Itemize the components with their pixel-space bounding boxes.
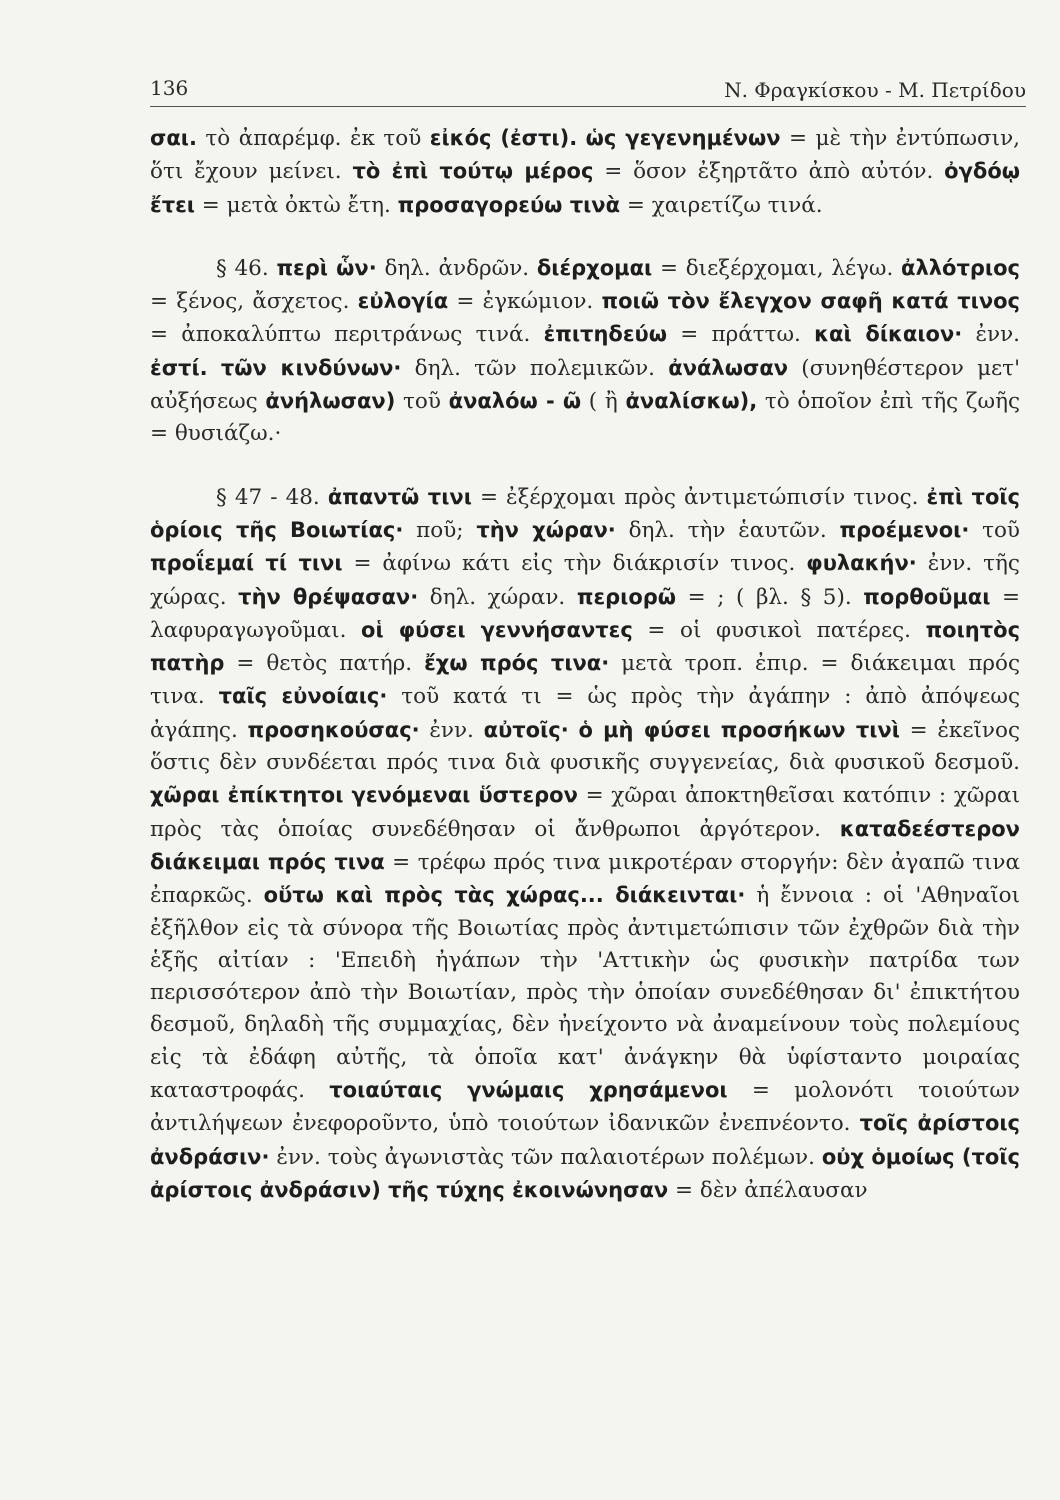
gloss-text: ἐνν. τοὺς ἀγωνιστὰς τῶν παλαιοτέρων πολέμων.	[269, 1144, 822, 1170]
gloss-text	[208, 356, 221, 381]
gloss-text: = ὅσον ἐξηρτᾶτο ἀπὸ αὐτόν.	[593, 159, 945, 185]
lemma: ἐπὶ τοῖς ὁρίοις τῆς Βοιωτίας·	[150, 484, 1021, 542]
gloss-text: τοῦ	[395, 389, 449, 415]
gloss-text: ( ἢ	[581, 389, 626, 415]
gloss-text: ἐνν. τῆς χώρας.	[150, 551, 1020, 610]
gloss-text: τὸ ὁποῖον ἐπὶ τῆς ζωῆς = θυσιάζω.·	[150, 389, 1021, 447]
lemma: ἀναλόω - ῶ	[448, 389, 582, 414]
gloss-text: = ξένος, ἄσχετος.	[150, 289, 358, 315]
lemma: τὸ ἐπὶ τούτῳ μέρος	[352, 159, 594, 184]
lemma: ὁ μὴ φύσει προσήκων τινὶ	[578, 717, 900, 742]
gloss-text: δηλ. ἀνδρῶν.	[376, 255, 537, 281]
gloss-text: = μὲ τὴν ἐντύπωσιν, ὅτι ἔχουν μείνει.	[150, 126, 1020, 185]
lemma: τὴν χώραν·	[476, 517, 616, 542]
gloss-text: δηλ. τῶν πολεμικῶν.	[401, 355, 669, 381]
gloss-text: = ἐγκώμιον.	[448, 289, 602, 315]
paragraph-gap	[150, 451, 1020, 481]
commentary-text	[150, 122, 1020, 1207]
page-number: 136	[150, 76, 189, 100]
gloss-text: ἐνν.	[962, 322, 1020, 348]
page-header	[150, 72, 1026, 107]
paragraph	[150, 481, 1020, 1208]
lemma: οὐχ ὁμοίως (τοῖς ἀρίστοις ἀνδράσιν) τῆς τύχης ἐκοινώνησαν	[150, 1144, 1020, 1202]
gloss-text: δηλ. χώραν.	[418, 584, 577, 610]
lemma: ἔχω πρός τινα·	[424, 651, 610, 676]
gloss-text: § 46.	[216, 255, 277, 281]
gloss-text	[569, 718, 579, 743]
lemma: χῶραι ἐπίκτητοι γενόμεναι ὕστερον	[150, 783, 578, 808]
gloss-text: ἐνν.	[419, 717, 484, 743]
lemma: ὀγδόῳ ἔτει	[150, 159, 1021, 217]
lemma: τὴν θρέψασαν·	[238, 584, 419, 609]
lemma: περιορῶ	[576, 584, 677, 609]
gloss-text: = δὲν ἀπέλαυσαν	[668, 1177, 868, 1203]
paragraph-gap	[150, 222, 1020, 252]
gloss-text: ἡ ἔννοια : οἱ 'Αθηναῖοι ἐξῆλθον εἰς τὰ σύνορα τῆς Βοιωτίας πρὸς ἀντιμετώπισιν τῶν ἐχθρῶν διὰ τὴν ἑξῆς αἰτίαν : 'Επειδὴ ἠγάπων τὴν 'Αττικὴν ὡς φυσικὴν πατρίδα των περισσότερον ἀπὸ τὴν Βοιωτίαν, πρὸς τὴν ὁποίαν συνεδέθησαν δι' ἐπικτήτου δεσμοῦ, δηλαδὴ τῆς συμμαχίας, δὲν ἠνείχοντο νὰ ἀναμείνουν τοὺς πολεμίους εἰς τὰ ἐδάφη αὐτῆς, τὰ ὁποῖα κατ' ἀνάγκην θὰ ὑφίσταντο μοιραίας καταστροφάς.	[150, 883, 1020, 1104]
gloss-text: = μολονότι τοιούτων ἀντιλήψεων ἐνεφοροῦντο, ὑπὸ τοιούτων ἰδανικῶν ἐνεπνέοντο.	[150, 1078, 1020, 1137]
gloss-text: = πράττω.	[666, 322, 815, 348]
gloss-text: = διεξέρχομαι, λέγω.	[652, 255, 902, 281]
gloss-text: = ἀφίνω κάτι εἰς τὴν διάκρισίν τινος.	[342, 551, 807, 577]
lemma: ἐστί.	[150, 355, 208, 380]
gloss-text: = χαιρετίζω τινά.	[620, 192, 823, 218]
lemma: οὕτω καὶ πρὸς τὰς χώρας... διάκεινται·	[263, 883, 746, 908]
gloss-text: = θετὸς πατήρ.	[224, 651, 425, 677]
gloss-text: τὸ ἀπαρέμφ. ἐκ τοῦ	[196, 126, 430, 151]
lemma: καὶ δίκαιον·	[814, 322, 963, 347]
gloss-text: μετὰ τροπ. ἐπιρ. = διάκειμαι πρός τινα.	[150, 651, 1020, 710]
lemma: ἀλλότριος	[901, 255, 1020, 280]
lemma: τῶν κινδύνων·	[220, 355, 402, 380]
lemma: ἀνήλωσαν)	[265, 389, 396, 414]
lemma: εὐλογία	[357, 289, 449, 314]
lemma: καταδεέστερον διάκειμαι πρός τινα	[150, 816, 1020, 874]
gloss-text: ποῦ;	[403, 517, 477, 543]
gloss-text: = χῶραι ἀποκτηθεῖσαι κατόπιν : χῶραι πρὸς τὰς ὁποίας συνεδέθησαν οἱ ἄνθρωποι ἀργότερον.	[150, 783, 1021, 842]
lemma: ἀναλίσκω),	[625, 389, 758, 414]
gloss-text: δηλ. τὴν ἑαυτῶν.	[615, 517, 840, 543]
gloss-text: = ἐξέρχομαι πρὸς ἀντιμετώπισίν τινος.	[471, 484, 927, 510]
running-head: Ν. Φραγκίσκου - Μ. Πετρίδου	[724, 78, 1026, 102]
lemma: πορθοῦμαι	[863, 584, 991, 609]
gloss-text: = οἱ φυσικοὶ πατέρες.	[632, 617, 926, 643]
gloss-text: = ἐκεῖνος ὅστις δὲν συνδέεται πρός τινα διὰ φυσικῆς συγγενείας, διὰ φυσικοῦ δεσμοῦ.	[150, 717, 1020, 776]
lemma: τοῖς ἀρίστοις ἀνδράσιν·	[150, 1111, 1021, 1169]
lemma: προσηκούσας·	[247, 717, 420, 742]
gloss-text: § 47 - 48.	[216, 484, 328, 510]
gloss-text: (συνηθέστερον μετ' αὐξήσεως	[150, 355, 1020, 415]
lemma: ποιητὸς πατὴρ	[150, 617, 1021, 676]
lemma: ὡς γεγενημένων	[585, 126, 781, 150]
lemma: περὶ ὧν·	[276, 255, 377, 280]
lemma: ἐπιτηδεύω	[543, 322, 667, 347]
gloss-text: = μετὰ ὀκτὼ ἔτη.	[194, 192, 398, 218]
lemma: ποιῶ τὸν ἔλεγχον σαφῆ κατά τινος	[601, 289, 1020, 314]
lemma: οἱ φύσει γεννήσαντες	[361, 617, 633, 642]
lemma: εἰκός (ἐστι).	[429, 126, 578, 150]
lemma: ταῖς εὐνοίαις·	[218, 684, 388, 709]
gloss-text: = λαφυραγωγοῦμαι.	[150, 584, 1021, 643]
lemma: προσαγορεύω τινὰ	[397, 192, 621, 217]
lemma: προΐεμαί τί τινι	[150, 551, 343, 576]
gloss-text: τοῦ	[969, 517, 1021, 543]
gloss-text: = ; ( βλ. § 5).	[676, 584, 864, 610]
lemma: ἀπαντῶ τινι	[327, 484, 472, 509]
lemma: αὐτοῖς·	[483, 717, 569, 742]
paragraph	[150, 252, 1020, 451]
gloss-text	[577, 126, 585, 151]
gloss-text: τοῦ κατά τι = ὡς πρὸς τὴν ἀγάπην : ἀπὸ ἀπόψεως ἀγάπης.	[150, 684, 1021, 743]
gloss-text: = τρέφω πρός τινα μικροτέραν στοργήν: δὲν ἀγαπῶ τινα ἐπαρκῶς.	[150, 849, 1020, 909]
lemma: τοιαύταις γνώμαις χρησάμενοι	[329, 1078, 728, 1103]
gloss-text: = ἀποκαλύπτω περιτράνως τινά.	[150, 322, 544, 348]
lemma: προέμενοι·	[839, 517, 970, 542]
paragraph	[150, 122, 1020, 222]
lemma: διέρχομαι	[536, 255, 653, 280]
lemma: σαι.	[150, 126, 197, 150]
lemma: ἀνάλωσαν	[668, 355, 789, 380]
lemma: φυλακήν·	[806, 551, 917, 576]
